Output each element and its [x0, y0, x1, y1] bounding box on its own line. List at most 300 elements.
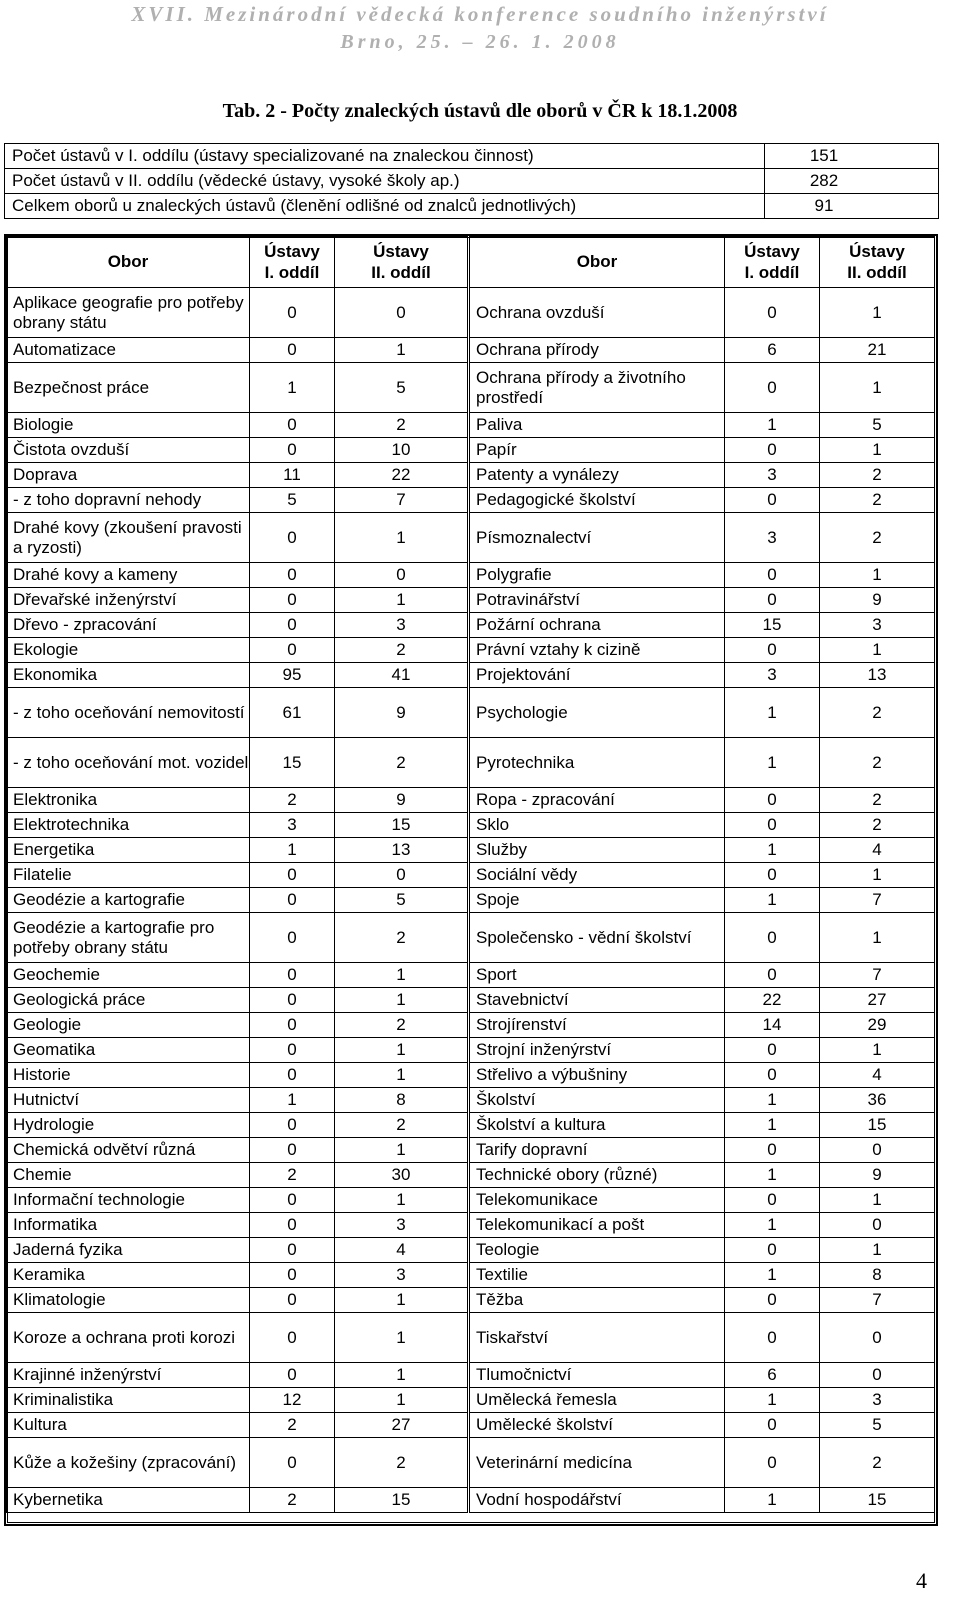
- count-2-left: 0: [335, 563, 469, 588]
- table-row: [7, 413, 935, 438]
- count-2-left: 3: [335, 1263, 469, 1288]
- count-2-left: 9: [335, 788, 469, 813]
- obor-right: Sport: [469, 963, 725, 988]
- obor-right: Požární ochrana: [469, 613, 725, 638]
- conference-date: Brno, 25. – 26. 1. 2008: [340, 31, 620, 53]
- count-2-right: 4: [820, 1063, 935, 1088]
- count-2-right: 7: [820, 963, 935, 988]
- count-2-left: 3: [335, 613, 469, 638]
- count-2-left: 41: [335, 663, 469, 688]
- count-2-left: 1: [335, 513, 469, 563]
- count-2-left: 15: [335, 813, 469, 838]
- count-1-left: 0: [250, 1113, 335, 1138]
- count-2-right: 1: [820, 563, 935, 588]
- count-1-right: 1: [725, 413, 820, 438]
- obor-right: Ochrana ovzduší: [469, 288, 725, 338]
- page-number: 4: [916, 1568, 927, 1593]
- count-1-right: 0: [725, 588, 820, 613]
- count-2-right: 1: [820, 363, 935, 413]
- obor-left: Doprava: [7, 463, 250, 488]
- count-2-right: 2: [820, 688, 935, 738]
- count-2-right: 2: [820, 738, 935, 788]
- obor-left: Geologie: [7, 1013, 250, 1038]
- count-2-right: 9: [820, 1163, 935, 1188]
- summary-label: Počet ústavů v II. oddílu (vědecké ústavy, vysoké školy ap.): [5, 169, 765, 194]
- summary-row: [5, 144, 939, 169]
- count-2-left: 1: [335, 588, 469, 613]
- count-1-left: 0: [250, 963, 335, 988]
- table-row: [7, 1138, 935, 1163]
- count-1-right: 0: [725, 788, 820, 813]
- count-1-right: 0: [725, 1238, 820, 1263]
- summary-value: 91: [765, 194, 939, 219]
- count-1-right: 1: [725, 738, 820, 788]
- table-row: [7, 1238, 935, 1263]
- obor-left: Biologie: [7, 413, 250, 438]
- count-1-left: 0: [250, 288, 335, 338]
- obor-right: Pedagogické školství: [469, 488, 725, 513]
- table-row: [7, 613, 935, 638]
- count-1-right: 0: [725, 288, 820, 338]
- count-1-right: 0: [725, 963, 820, 988]
- obor-right: Teologie: [469, 1238, 725, 1263]
- count-2-right: 4: [820, 838, 935, 863]
- count-2-left: 2: [335, 1113, 469, 1138]
- obor-right: Služby: [469, 838, 725, 863]
- obor-right: Stavebnictví: [469, 988, 725, 1013]
- count-1-left: 0: [250, 1188, 335, 1213]
- obor-left: Jaderná fyzika: [7, 1238, 250, 1263]
- count-1-right: 0: [725, 813, 820, 838]
- count-1-left: 0: [250, 338, 335, 363]
- obor-right: Sklo: [469, 813, 725, 838]
- obor-left: Elektronika: [7, 788, 250, 813]
- obor-right: Ochrana přírody a životního prostředí: [469, 363, 725, 413]
- count-2-right: 0: [820, 1213, 935, 1238]
- header-ustavy-1-right: Ústavy I. oddíl: [725, 237, 820, 288]
- header-obor-right: Obor: [469, 237, 725, 288]
- count-1-left: 0: [250, 988, 335, 1013]
- count-2-right: 3: [820, 1388, 935, 1413]
- count-1-right: 0: [725, 1413, 820, 1438]
- obor-right: Ropa - zpracování: [469, 788, 725, 813]
- obor-right: Potravinářství: [469, 588, 725, 613]
- count-2-left: 2: [335, 1438, 469, 1488]
- table-row: [7, 1088, 935, 1113]
- count-2-right: 36: [820, 1088, 935, 1113]
- obor-left: Dřevo - zpracování: [7, 613, 250, 638]
- count-2-right: 27: [820, 988, 935, 1013]
- count-1-left: 2: [250, 1413, 335, 1438]
- obor-left: Kultura: [7, 1413, 250, 1438]
- table-row: [7, 1413, 935, 1438]
- obor-left: Historie: [7, 1063, 250, 1088]
- count-1-right: 0: [725, 1438, 820, 1488]
- obor-left: Hydrologie: [7, 1113, 250, 1138]
- table-row: [7, 1488, 935, 1513]
- obor-right: Papír: [469, 438, 725, 463]
- table-row: [7, 1038, 935, 1063]
- count-2-right: 9: [820, 588, 935, 613]
- obor-left: Hutnictví: [7, 1088, 250, 1113]
- header-row: [7, 237, 935, 288]
- table-row: [7, 1163, 935, 1188]
- count-1-left: 61: [250, 688, 335, 738]
- obor-right: Paliva: [469, 413, 725, 438]
- table-row: [7, 438, 935, 463]
- count-1-left: 0: [250, 1013, 335, 1038]
- obor-right: Spoje: [469, 888, 725, 913]
- count-2-right: 13: [820, 663, 935, 688]
- count-2-left: 7: [335, 488, 469, 513]
- summary-row: [5, 194, 939, 219]
- table-row: [7, 1438, 935, 1488]
- obor-right: Projektování: [469, 663, 725, 688]
- obor-left: Keramika: [7, 1263, 250, 1288]
- count-2-left: 2: [335, 738, 469, 788]
- count-2-right: 1: [820, 638, 935, 663]
- summary-value: 282: [765, 169, 939, 194]
- obor-left: Ekologie: [7, 638, 250, 663]
- obor-right: Technické obory (různé): [469, 1163, 725, 1188]
- table-row: [7, 1313, 935, 1363]
- table-row: [7, 363, 935, 413]
- count-1-right: 1: [725, 1088, 820, 1113]
- obor-left: Geologická práce: [7, 988, 250, 1013]
- count-1-left: 0: [250, 413, 335, 438]
- table-row: [7, 638, 935, 663]
- obor-left: Dřevařské inženýrství: [7, 588, 250, 613]
- count-1-right: 3: [725, 513, 820, 563]
- count-2-left: 5: [335, 888, 469, 913]
- header-ustavy-2-left: Ústavy II. oddíl: [335, 237, 469, 288]
- count-1-right: 1: [725, 688, 820, 738]
- count-1-right: 0: [725, 1288, 820, 1313]
- obor-right: Patenty a vynálezy: [469, 463, 725, 488]
- obor-left: Energetika: [7, 838, 250, 863]
- count-2-left: 27: [335, 1413, 469, 1438]
- obor-left: Geomatika: [7, 1038, 250, 1063]
- count-1-right: 0: [725, 1188, 820, 1213]
- count-2-left: 1: [335, 1388, 469, 1413]
- obor-right: Strojní inženýrství: [469, 1038, 725, 1063]
- count-1-right: 6: [725, 338, 820, 363]
- count-1-right: 0: [725, 863, 820, 888]
- count-2-left: 5: [335, 363, 469, 413]
- count-2-right: 1: [820, 1188, 935, 1213]
- count-2-right: 5: [820, 1413, 935, 1438]
- count-2-left: 30: [335, 1163, 469, 1188]
- count-1-right: 22: [725, 988, 820, 1013]
- count-2-right: 2: [820, 513, 935, 563]
- table-row: [7, 1363, 935, 1388]
- table-row: [7, 1388, 935, 1413]
- obor-right: Psychologie: [469, 688, 725, 738]
- count-2-right: 7: [820, 1288, 935, 1313]
- count-1-left: 0: [250, 863, 335, 888]
- count-2-left: 22: [335, 463, 469, 488]
- summary-label: Celkem oborů u znaleckých ústavů (členění odlišné od znalců jednotlivých): [5, 194, 765, 219]
- table-row: [7, 813, 935, 838]
- table-row: [7, 338, 935, 363]
- count-1-right: 0: [725, 438, 820, 463]
- table-row: [7, 488, 935, 513]
- count-1-left: 0: [250, 1238, 335, 1263]
- count-2-right: 1: [820, 1238, 935, 1263]
- obor-left: Ekonomika: [7, 663, 250, 688]
- count-1-left: 0: [250, 1438, 335, 1488]
- count-2-left: 2: [335, 638, 469, 663]
- count-1-left: 3: [250, 813, 335, 838]
- obor-right: Textilie: [469, 1263, 725, 1288]
- table-row: [7, 988, 935, 1013]
- obor-left: Bezpečnost práce: [7, 363, 250, 413]
- count-1-left: 0: [250, 913, 335, 963]
- count-2-right: 2: [820, 813, 935, 838]
- count-2-right: 2: [820, 788, 935, 813]
- obor-left: - z toho oceňování nemovitostí: [7, 688, 250, 738]
- count-2-right: 1: [820, 913, 935, 963]
- obor-right: Právní vztahy k cizině: [469, 638, 725, 663]
- table-row: [7, 1288, 935, 1313]
- count-1-right: 1: [725, 838, 820, 863]
- count-1-left: 2: [250, 1163, 335, 1188]
- data-table: [6, 236, 935, 1513]
- count-1-right: 1: [725, 1388, 820, 1413]
- count-2-right: 5: [820, 413, 935, 438]
- summary-label: Počet ústavů v I. oddílu (ústavy specializované na znaleckou činnost): [5, 144, 765, 169]
- count-1-left: 0: [250, 1213, 335, 1238]
- count-2-right: 21: [820, 338, 935, 363]
- obor-right: Umělecká řemesla: [469, 1388, 725, 1413]
- obor-left: Čistota ovzduší: [7, 438, 250, 463]
- count-1-left: 0: [250, 1313, 335, 1363]
- count-2-right: 1: [820, 288, 935, 338]
- obor-right: Polygrafie: [469, 563, 725, 588]
- count-1-left: 0: [250, 1288, 335, 1313]
- count-1-right: 14: [725, 1013, 820, 1038]
- obor-right: Umělecké školství: [469, 1413, 725, 1438]
- count-2-left: 1: [335, 988, 469, 1013]
- obor-left: Chemie: [7, 1163, 250, 1188]
- obor-left: Kriminalistika: [7, 1388, 250, 1413]
- count-1-left: 0: [250, 1063, 335, 1088]
- count-1-right: 0: [725, 913, 820, 963]
- count-1-left: 0: [250, 888, 335, 913]
- table-row: [7, 288, 935, 338]
- count-1-right: 1: [725, 1213, 820, 1238]
- obor-left: Aplikace geografie pro potřeby obrany státu: [7, 288, 250, 338]
- obor-right: Střelivo a výbušniny: [469, 1063, 725, 1088]
- obor-right: Tarify dopravní: [469, 1138, 725, 1163]
- count-2-left: 10: [335, 438, 469, 463]
- obor-left: Kybernetika: [7, 1488, 250, 1513]
- count-2-left: 15: [335, 1488, 469, 1513]
- count-1-left: 12: [250, 1388, 335, 1413]
- count-1-left: 0: [250, 438, 335, 463]
- count-1-right: 3: [725, 663, 820, 688]
- count-2-left: 1: [335, 338, 469, 363]
- obor-left: Elektrotechnika: [7, 813, 250, 838]
- table-row: [7, 788, 935, 813]
- obor-left: Geochemie: [7, 963, 250, 988]
- count-2-left: 1: [335, 1138, 469, 1163]
- count-2-left: 1: [335, 1288, 469, 1313]
- count-2-left: 1: [335, 1313, 469, 1363]
- count-1-left: 2: [250, 788, 335, 813]
- count-1-left: 2: [250, 1488, 335, 1513]
- table-row: [7, 1113, 935, 1138]
- obor-left: Kůže a kožešiny (zpracování): [7, 1438, 250, 1488]
- count-2-left: 8: [335, 1088, 469, 1113]
- count-2-left: 1: [335, 963, 469, 988]
- count-1-left: 1: [250, 1088, 335, 1113]
- obor-right: Společensko - vědní školství: [469, 913, 725, 963]
- obor-right: Strojírenství: [469, 1013, 725, 1038]
- count-2-right: 0: [820, 1363, 935, 1388]
- obor-left: Informatika: [7, 1213, 250, 1238]
- count-2-left: 13: [335, 838, 469, 863]
- summary-table: [4, 143, 939, 219]
- count-2-right: 1: [820, 863, 935, 888]
- count-2-right: 0: [820, 1138, 935, 1163]
- obor-right: Ochrana přírody: [469, 338, 725, 363]
- count-1-left: 0: [250, 1138, 335, 1163]
- table-row: [7, 663, 935, 688]
- count-2-left: 0: [335, 863, 469, 888]
- table-row: [7, 1263, 935, 1288]
- count-1-left: 0: [250, 563, 335, 588]
- count-1-left: 15: [250, 738, 335, 788]
- count-1-right: 15: [725, 613, 820, 638]
- count-1-right: 1: [725, 1163, 820, 1188]
- count-2-left: 1: [335, 1063, 469, 1088]
- count-1-left: 0: [250, 638, 335, 663]
- obor-left: Drahé kovy a kameny: [7, 563, 250, 588]
- table-row: [7, 1013, 935, 1038]
- count-1-left: 0: [250, 1263, 335, 1288]
- table-row: [7, 1188, 935, 1213]
- summary-value: 151: [765, 144, 939, 169]
- table-row: [7, 963, 935, 988]
- obor-right: Telekomunikace: [469, 1188, 725, 1213]
- count-1-right: 0: [725, 363, 820, 413]
- obor-left: Krajinné inženýrství: [7, 1363, 250, 1388]
- header-ustavy-1-left: Ústavy I. oddíl: [250, 237, 335, 288]
- table-row: [7, 738, 935, 788]
- table-row: [7, 688, 935, 738]
- count-1-right: 0: [725, 488, 820, 513]
- count-1-left: 0: [250, 613, 335, 638]
- obor-right: Tlumočnictví: [469, 1363, 725, 1388]
- header-ustavy-2-right: Ústavy II. oddíl: [820, 237, 935, 288]
- obor-right: Vodní hospodářství: [469, 1488, 725, 1513]
- count-1-right: 0: [725, 1313, 820, 1363]
- count-2-left: 0: [335, 288, 469, 338]
- count-2-left: 2: [335, 1013, 469, 1038]
- table-row: [7, 1063, 935, 1088]
- count-2-left: 3: [335, 1213, 469, 1238]
- count-2-left: 1: [335, 1188, 469, 1213]
- count-2-right: 1: [820, 1038, 935, 1063]
- count-1-left: 0: [250, 1363, 335, 1388]
- count-2-left: 2: [335, 913, 469, 963]
- obor-left: Chemická odvětví různá: [7, 1138, 250, 1163]
- count-1-left: 0: [250, 513, 335, 563]
- summary-row: [5, 169, 939, 194]
- obor-right: Těžba: [469, 1288, 725, 1313]
- count-2-left: 2: [335, 413, 469, 438]
- count-2-right: 2: [820, 1438, 935, 1488]
- count-2-right: 2: [820, 488, 935, 513]
- table-row: [7, 588, 935, 613]
- obor-right: Telekomunikací a pošt: [469, 1213, 725, 1238]
- obor-right: Pyrotechnika: [469, 738, 725, 788]
- obor-left: Drahé kovy (zkoušení pravosti a ryzosti): [7, 513, 250, 563]
- conference-header: XVII. Mezinárodní vědecká konference soudního inženýrství: [131, 2, 829, 26]
- obor-left: Automatizace: [7, 338, 250, 363]
- obor-left: Informační technologie: [7, 1188, 250, 1213]
- obor-right: Písmoznalectví: [469, 513, 725, 563]
- count-2-right: 2: [820, 463, 935, 488]
- table-title: Tab. 2 - Počty znaleckých ústavů dle oborů v ČR k 18.1.2008: [222, 100, 738, 122]
- count-2-right: 1: [820, 438, 935, 463]
- obor-right: Sociální vědy: [469, 863, 725, 888]
- count-1-right: 6: [725, 1363, 820, 1388]
- obor-left: Koroze a ochrana proti korozi: [7, 1313, 250, 1363]
- obor-right: Veterinární medicína: [469, 1438, 725, 1488]
- obor-right: Školství a kultura: [469, 1113, 725, 1138]
- count-1-left: 0: [250, 1038, 335, 1063]
- obor-left: Geodézie a kartografie pro potřeby obrany státu: [7, 913, 250, 963]
- obor-right: Školství: [469, 1088, 725, 1113]
- count-1-right: 0: [725, 563, 820, 588]
- count-2-left: 1: [335, 1038, 469, 1063]
- table-row: [7, 913, 935, 963]
- table-row: [7, 513, 935, 563]
- count-2-right: 8: [820, 1263, 935, 1288]
- count-1-right: 0: [725, 638, 820, 663]
- count-1-right: 0: [725, 1063, 820, 1088]
- count-1-left: 0: [250, 588, 335, 613]
- count-1-right: 1: [725, 1263, 820, 1288]
- obor-right: Tiskařství: [469, 1313, 725, 1363]
- count-2-right: 29: [820, 1013, 935, 1038]
- table-row: [7, 1213, 935, 1238]
- table-row: [7, 863, 935, 888]
- count-1-right: 1: [725, 888, 820, 913]
- table-row: [7, 888, 935, 913]
- count-1-right: 1: [725, 1113, 820, 1138]
- count-2-left: 1: [335, 1363, 469, 1388]
- table-row: [7, 563, 935, 588]
- count-1-left: 11: [250, 463, 335, 488]
- count-2-right: 15: [820, 1488, 935, 1513]
- obor-left: Klimatologie: [7, 1288, 250, 1313]
- count-2-right: 7: [820, 888, 935, 913]
- count-1-left: 5: [250, 488, 335, 513]
- obor-left: - z toho dopravní nehody: [7, 488, 250, 513]
- obor-left: - z toho oceňování mot. vozidel: [7, 738, 250, 788]
- header-obor-left: Obor: [7, 237, 250, 288]
- count-2-right: 3: [820, 613, 935, 638]
- table-row: [7, 838, 935, 863]
- count-1-left: 95: [250, 663, 335, 688]
- count-1-left: 1: [250, 363, 335, 413]
- count-2-right: 15: [820, 1113, 935, 1138]
- count-2-right: 0: [820, 1313, 935, 1363]
- count-1-right: 1: [725, 1488, 820, 1513]
